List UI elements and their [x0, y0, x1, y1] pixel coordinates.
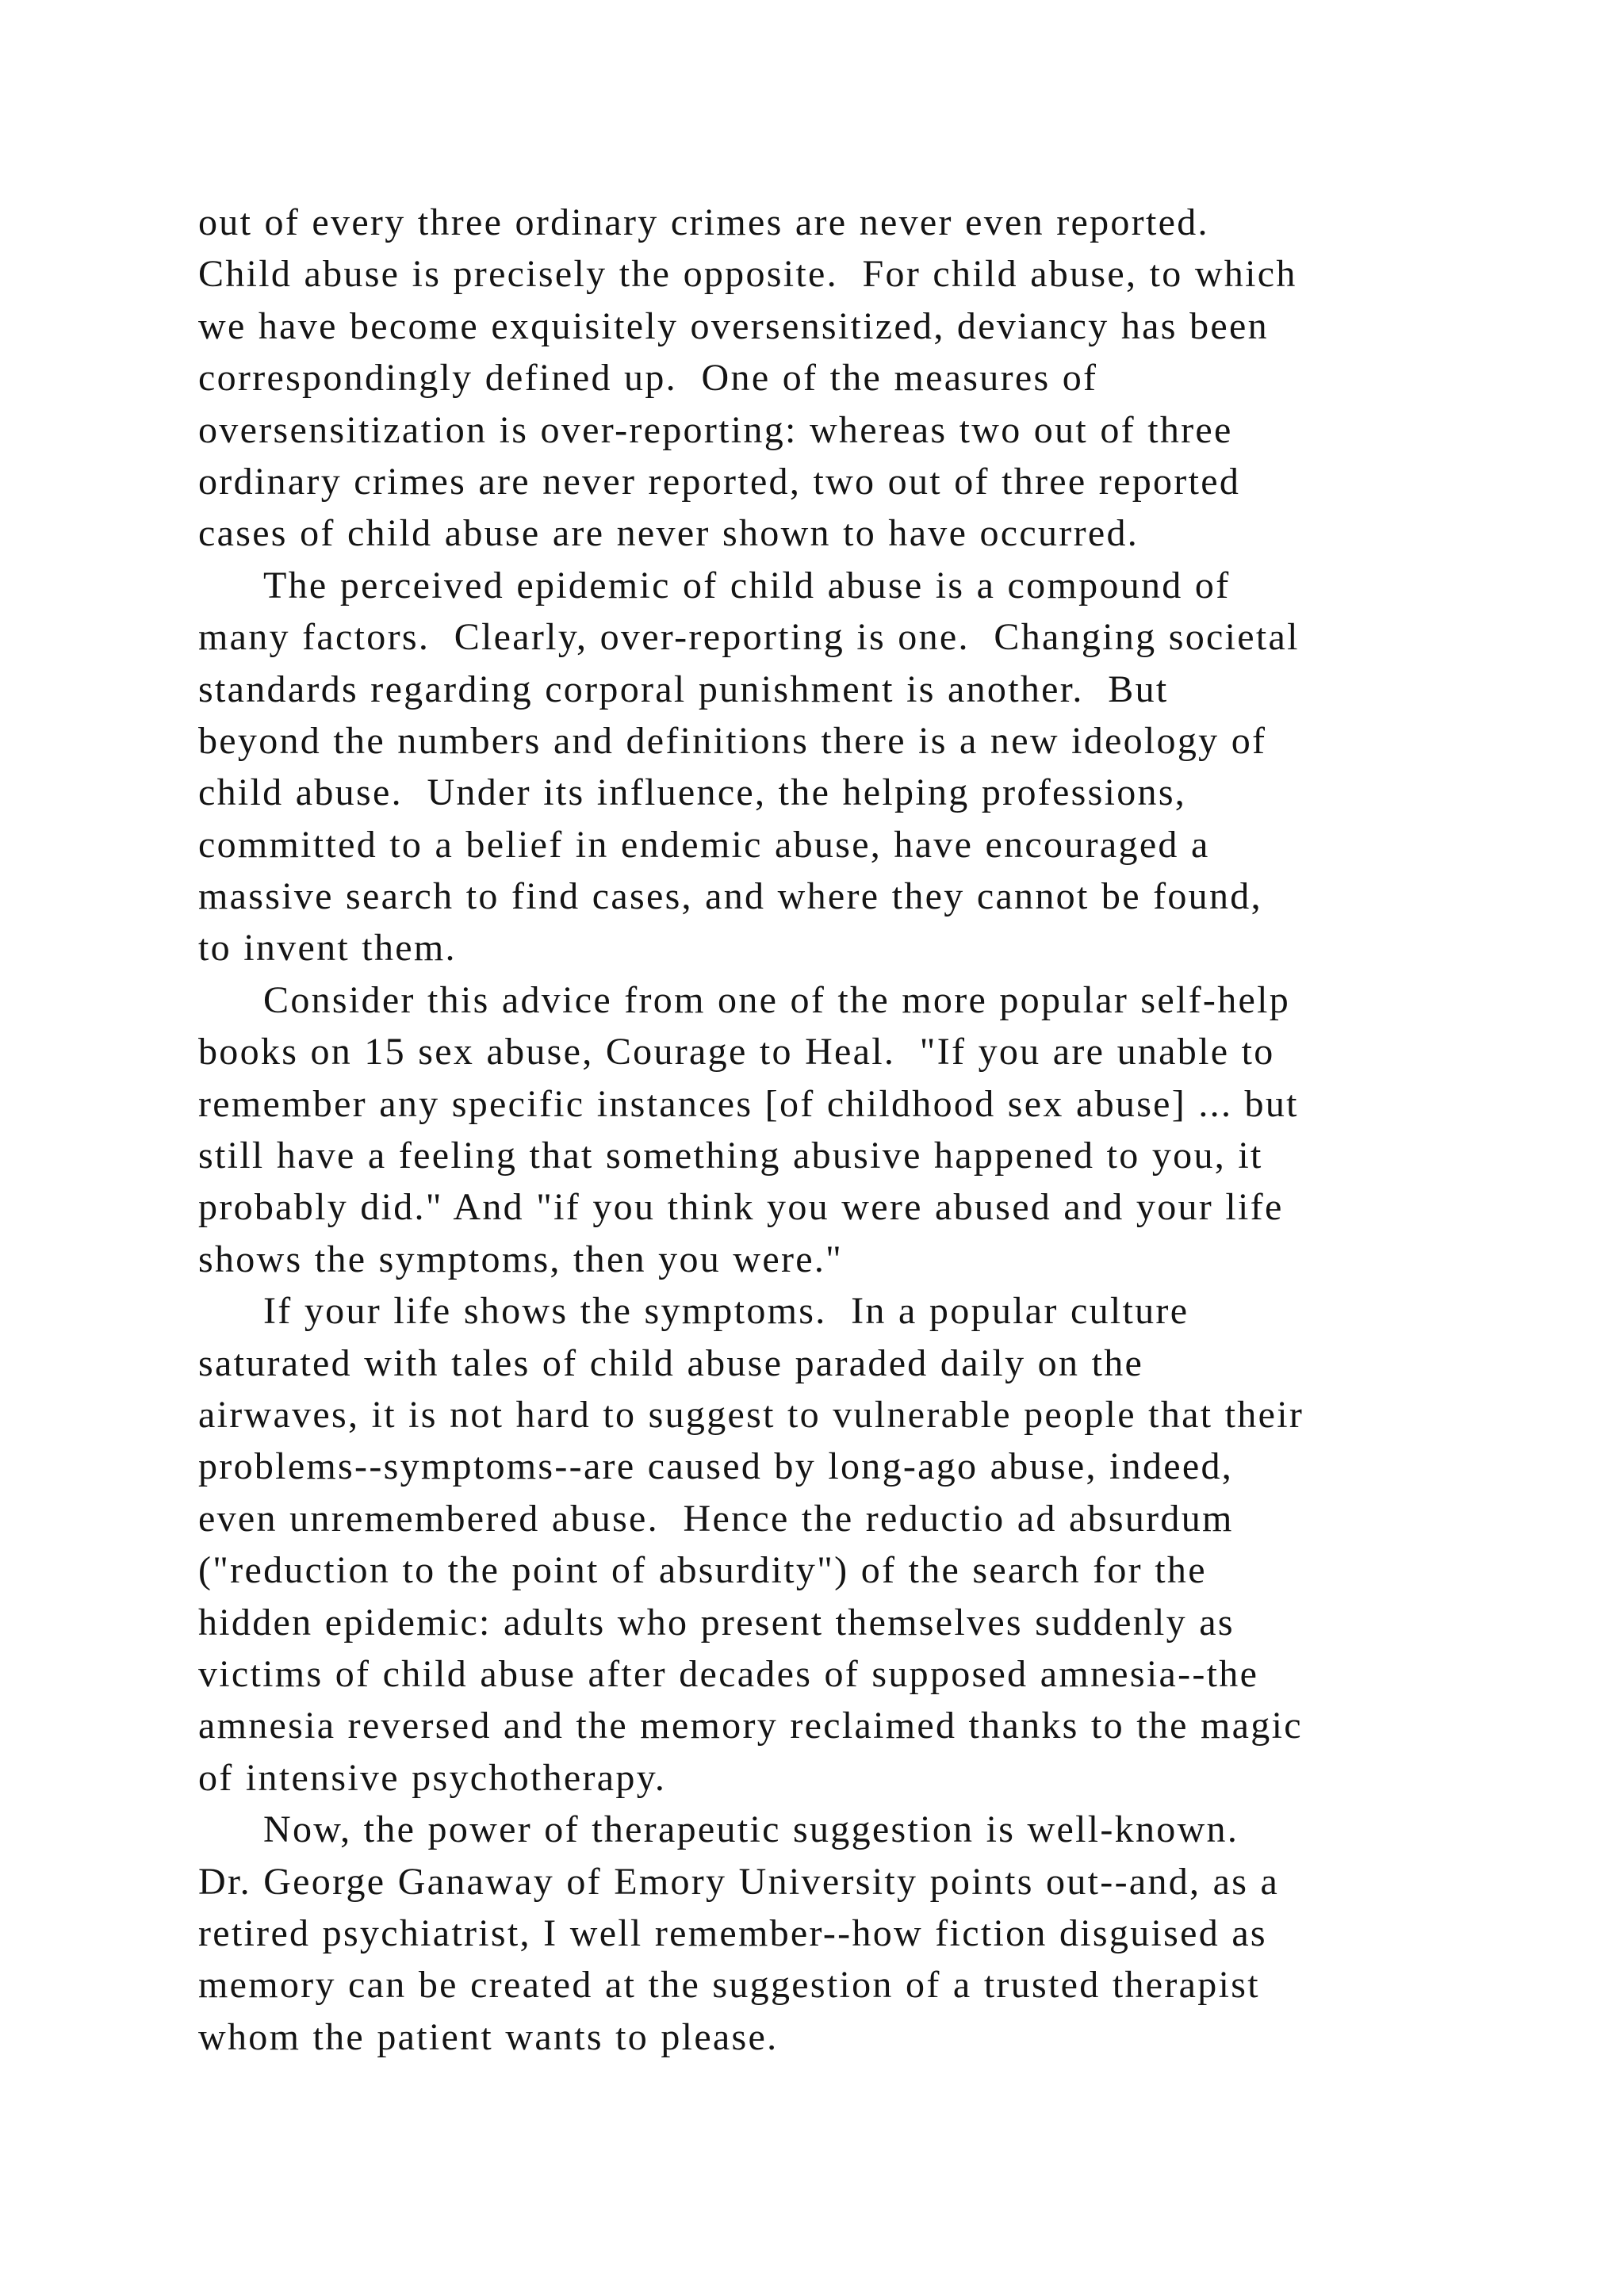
text-line: massive search to find cases, and where they cannot be found, — [198, 875, 1262, 918]
paragraph-first-line: Now, the power of therapeutic suggestion is well-known. — [263, 1808, 1239, 1851]
text-line: victims of child abuse after decades of supposed amnesia--the — [198, 1652, 1259, 1695]
paragraph-first-line: Consider this advice from one of the more popular self-help — [263, 978, 1291, 1021]
text-line: shows the symptoms, then you were." — [198, 1238, 844, 1280]
text-line: we have become exquisitely oversensitized, deviancy has been — [198, 304, 1269, 347]
text-line: probably did." And "if you think you were abused and your life — [198, 1186, 1284, 1229]
text-line: hidden epidemic: adults who present themselves suddenly as — [198, 1601, 1235, 1644]
text-line: retired psychiatrist, I well remember--how fiction disguised as — [198, 1911, 1267, 1954]
text-line: remember any specific instances [of childhood sex abuse] ... but — [198, 1082, 1299, 1125]
text-line: ("reduction to the point of absurdity") of the search for the — [198, 1549, 1207, 1592]
text-line: many factors. Clearly, over-reporting is one. Changing societal — [198, 616, 1300, 659]
text-line: oversensitization is over-reporting: whereas two out of three — [198, 408, 1233, 451]
text-line: books on 15 sex abuse, Courage to Heal. "If you are unable to — [198, 1031, 1275, 1073]
text-line: memory can be created at the suggestion of a trusted therapist — [198, 1964, 1260, 2007]
text-line: airwaves, it is not hard to suggest to vulnerable people that their — [198, 1393, 1304, 1436]
text-line: saturated with tales of child abuse paraded daily on the — [198, 1341, 1144, 1384]
text-line: whom the patient wants to please. — [198, 2015, 779, 2058]
text-line: child abuse. Under its influence, the helping professions, — [198, 771, 1187, 814]
text-line: amnesia reversed and the memory reclaimed thanks to the magic — [198, 1705, 1303, 1747]
text-line: even unremembered abuse. Hence the reductio ad absurdum — [198, 1497, 1234, 1540]
text-line: standards regarding corporal punishment is another. But — [198, 668, 1169, 710]
text-line: problems--symptoms--are caused by long-ago abuse, indeed, — [198, 1445, 1234, 1488]
text-line: Dr. George Ganaway of Emory University points out--and, as a — [198, 1860, 1280, 1903]
paragraph-first-line: If your life shows the symptoms. In a popular culture — [263, 1290, 1189, 1333]
text-line: committed to a belief in endemic abuse, have encouraged a — [198, 823, 1210, 866]
text-line: still have a feeling that something abusive happened to you, it — [198, 1135, 1263, 1177]
paragraph-first-line: The perceived epidemic of child abuse is a compound of — [263, 564, 1231, 607]
text-line: correspondingly defined up. One of the measures of — [198, 357, 1098, 400]
text-line: Child abuse is precisely the opposite. For child abuse, to which — [198, 253, 1297, 296]
text-line: ordinary crimes are never reported, two out of three reported — [198, 460, 1241, 503]
text-line: of intensive psychotherapy. — [198, 1756, 667, 1799]
body-text — [198, 197, 1451, 2063]
text-line: out of every three ordinary crimes are never even reported. — [198, 201, 1209, 243]
text-line: cases of child abuse are never shown to have occurred. — [198, 512, 1139, 555]
text-line: beyond the numbers and definitions there is a new ideology of — [198, 719, 1267, 762]
text-line: to invent them. — [198, 927, 457, 970]
